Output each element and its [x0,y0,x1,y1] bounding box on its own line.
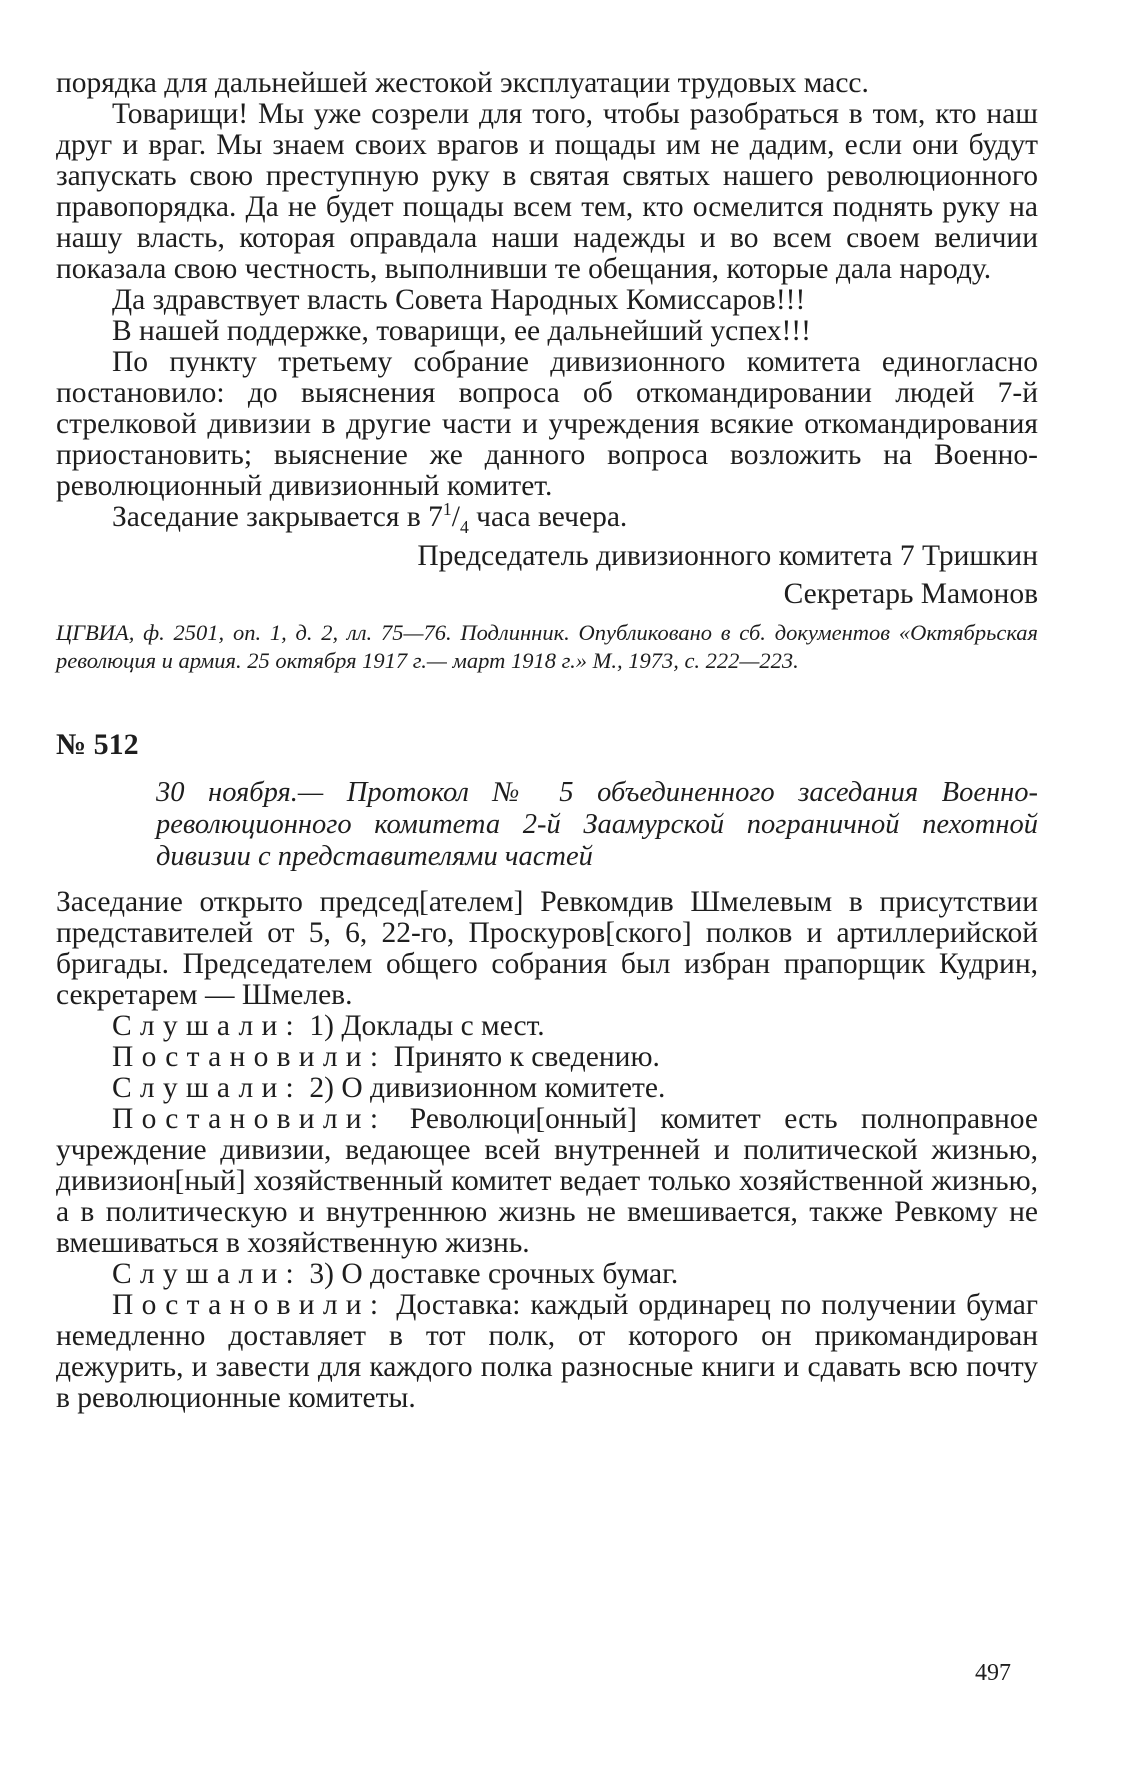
protocol-text: Революци[онный] комитет есть полноправное учреждение дивизии, ведающее всей внутренней и политической жизнью, дивизион[ный] хозяйственный комитет ведает только хозяйственной жизнью, а в политическую и внутреннюю жизнь не вмешивается, также Ревкому не вмешиваться в хозяйственную жизнь. [56,1103,1038,1259]
closing-text-end: часа вечера. [468,501,628,533]
protocol-label: Постановили: [112,1103,387,1135]
paragraph-comrades: Товарищи! Мы уже созрели для того, чтобы разобраться в том, кто наш друг и враг. Мы знаем своих врагов и пощады им не дадим, если они будут запускать свою преступную руку в святая святых нашего революционного правопорядка. Да не будет пощады всем тем, кто осмелится поднять руку на нашу власть, которая оправдала наши надежды и во всем своем величии показала свою честность, выполнивши те обещания, которые дала народу. [56,98,1038,285]
page-number: 497 [975,1660,1011,1686]
paragraph-closing [56,499,1038,537]
protocol-text: Принято к сведению. [386,1041,660,1073]
protocol-item [56,1259,1038,1290]
document-page [56,68,1038,1414]
protocol-text: 2) О дивизионном комитете. [302,1072,666,1104]
signature-secretary: Секретарь Мамонов [783,578,1038,610]
document-title: 30 ноября.— Протокол № 5 объединенного заседания Военно-революционного комитета 2-й Заамурской пограничной пехотной дивизии с представителями частей [156,777,1038,872]
protocol-item [56,1073,1038,1104]
closing-fraction-numerator: 1 [442,499,452,520]
protocol-label: Слушали: [112,1258,303,1290]
protocol-item [56,1011,1038,1042]
document-number: № 512 [56,728,139,761]
protocol-label: Слушали: [112,1072,303,1104]
archive-source-note: ЦГВИА, ф. 2501, оп. 1, д. 2, лл. 75—76. Подлинник. Опубликовано в сб. документов «Октябрьская революция и армия. 25 октября 1917 г.— март 1918 г.» М., 1973, с. 222—223. [56,620,1038,673]
signature-chairman: Председатель дивизионного комитета 7 Тришкин [417,540,1038,572]
paragraph-third-point: По пункту третьему собрание дивизионного комитета единогласно постановило: до выяснения вопроса об откомандировании людей 7-й стрелковой дивизии в другие части и учреждения всякие откомандирования приостановить; выяснение же данного вопроса возложить на Военно-революционный дивизионный комитет. [56,346,1038,502]
paragraph-continuation: порядка для дальнейшей жестокой эксплуатации трудовых масс. [56,67,869,99]
protocol-text: 3) О доставке срочных бумаг. [302,1258,679,1290]
protocol-item [56,1290,1038,1414]
protocol-item [56,1042,1038,1073]
closing-fraction-denominator: 4 [459,516,469,537]
paragraph-opening: Заседание открыто председ[ателем] Ревкомдив Шмелевым в присутствии представителей от 5, 6, 22-го, Проскуров[ского] полков и артиллерийской бригады. Председателем общего собрания был избран прапорщик Кудрин, секретарем — Шмелев. [56,886,1038,1011]
protocol-label: Постановили: [112,1041,387,1073]
closing-text: Заседание закрывается в 7 [112,501,443,533]
protocol-label: Слушали: [112,1010,303,1042]
protocol-text: 1) Доклады с мест. [302,1010,545,1042]
protocol-label: Постановили: [112,1289,387,1321]
paragraph-slogan-2: В нашей поддержке, товарищи, ее дальнейший успех!!! [112,315,811,347]
protocol-text: Доставка: каждый ординарец по получении бумаг немедленно доставляет в тот полк, от которого он прикомандирован дежурить, и завести для каждого полка разносные книги и сдавать всю почту в революционные комитеты. [56,1289,1038,1414]
closing-fraction-slash: / [451,501,460,533]
paragraph-slogan-1: Да здравствует власть Совета Народных Комиссаров!!! [112,284,806,316]
protocol-item [56,1104,1038,1259]
